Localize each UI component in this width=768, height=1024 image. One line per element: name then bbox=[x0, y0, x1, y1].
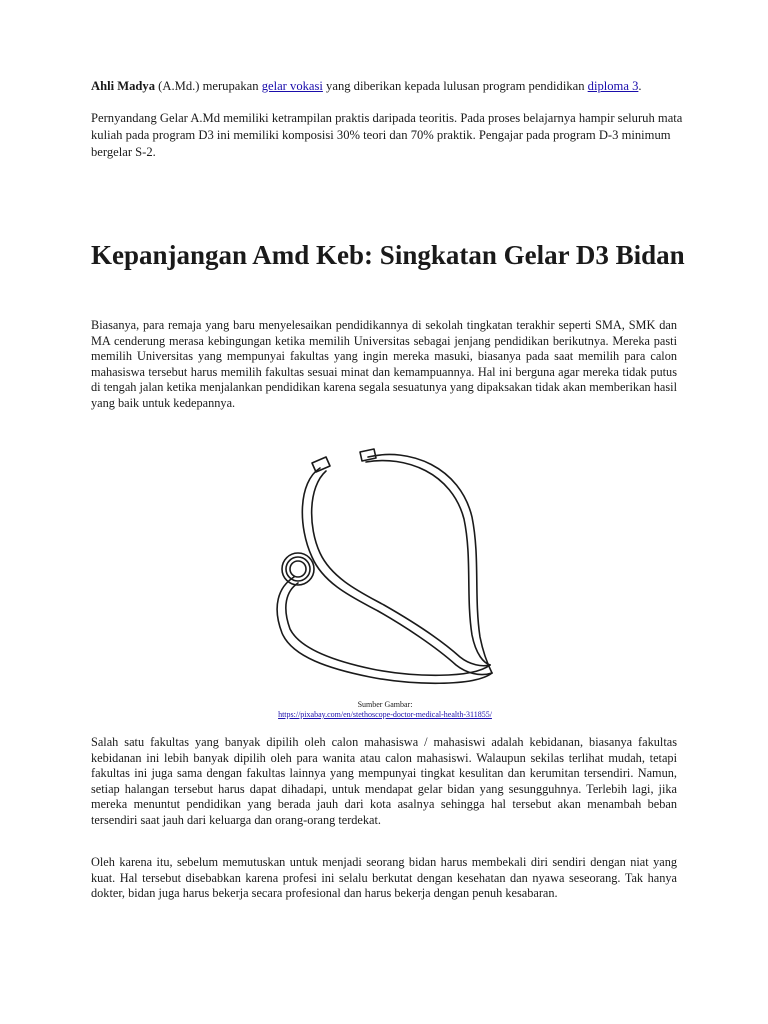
intro-section bbox=[91, 78, 691, 161]
intro-text-b: yang diberikan kepada lulusan program pendidikan bbox=[322, 79, 588, 93]
intro-paragraph-1 bbox=[91, 78, 691, 95]
link-diploma-3[interactable]: diploma 3 bbox=[587, 79, 639, 93]
stethoscope-icon bbox=[260, 437, 510, 687]
term-bold: Ahli Madya bbox=[91, 79, 156, 93]
figure-caption-label: Sumber Gambar: bbox=[357, 700, 413, 709]
body-paragraph-2: Salah satu fakultas yang banyak dipilih oleh calon mahasiswa / mahasiswi adalah kebidanan, biasanya fakultas kebidanan ini lebih banyak dipilih oleh para wanita atau calon mahasiswi. Walaupun sekilas terlihat mudah, tetapi fakultas ini juga sama dengan fakultas lainnya yang mempunyai tingkat kesulitan dan kerumitan tersendiri. Namun, setiap halangan tersebut harus dapat dihadapi, untuk mendapat gelar bidan yang sesungguhnya. Terlebih lagi, jika mereka menuntut pendidikan yang berada jauh dari kota asalnya sehingga hal tersebut akan menambah beban tersendiri saat jauh dari keluarga dan orang-orang terdekat. bbox=[91, 735, 677, 827]
link-gelar-vokasi[interactable]: gelar vokasi bbox=[261, 79, 323, 93]
body-paragraph-1: Biasanya, para remaja yang baru menyelesaikan pendidikannya di sekolah tingkatan terakhir seperti SMA, SMK dan MA cenderung merasa kebingungan ketika memilih Universitas sebagai jenjang pendidikan berikutnya. Mereka pasti memilih Universitas yang mempunyai fakultas yang ingin mereka masuki, biasanya pada saat memilih para calon mahasiswa tersebut harus memilih fakultas sesuai minat dan kemampuannya. Hal ini berguna agar mereka tidak putus di tengah jalan ketika menjalankan pendidikan karena segala sesuatunya yang dipaksakan tidak akan memberikan hasil yang baik untuk kedepannya. bbox=[91, 318, 677, 410]
figure-caption-url bbox=[200, 710, 570, 720]
figure-source-link[interactable]: https://pixabay.com/en/stethoscope-doctor-medical-health-311855/ bbox=[278, 710, 492, 719]
intro-text-c: . bbox=[638, 79, 642, 93]
intro-text-a: (A.Md.) merupakan bbox=[155, 79, 262, 93]
section-heading: Kepanjangan Amd Keb: Singkatan Gelar D3 Bidan bbox=[91, 240, 685, 270]
body-paragraph-3: Oleh karena itu, sebelum memutuskan untuk menjadi seorang bidan harus membekali diri sendiri dengan niat yang kuat. Hal tersebut disebabkan karena profesi ini selalu berkutat dengan kesehatan dan nyawa seseorang. Tak hanya dokter, bidan juga harus bekerja secara profesional dan harus bekerja dengan penuh kesabaran. bbox=[91, 855, 677, 901]
stethoscope-illustration bbox=[260, 437, 510, 687]
intro-paragraph-2: Pernyandang Gelar A.Md memiliki ketrampilan praktis daripada teoritis. Pada proses belajarnya hampir seluruh mata kuliah pada program D3 ini memiliki komposisi 30% teori dan 70% praktik. Pengajar pada program D-3 minimum bergelar S-2. bbox=[91, 111, 683, 159]
